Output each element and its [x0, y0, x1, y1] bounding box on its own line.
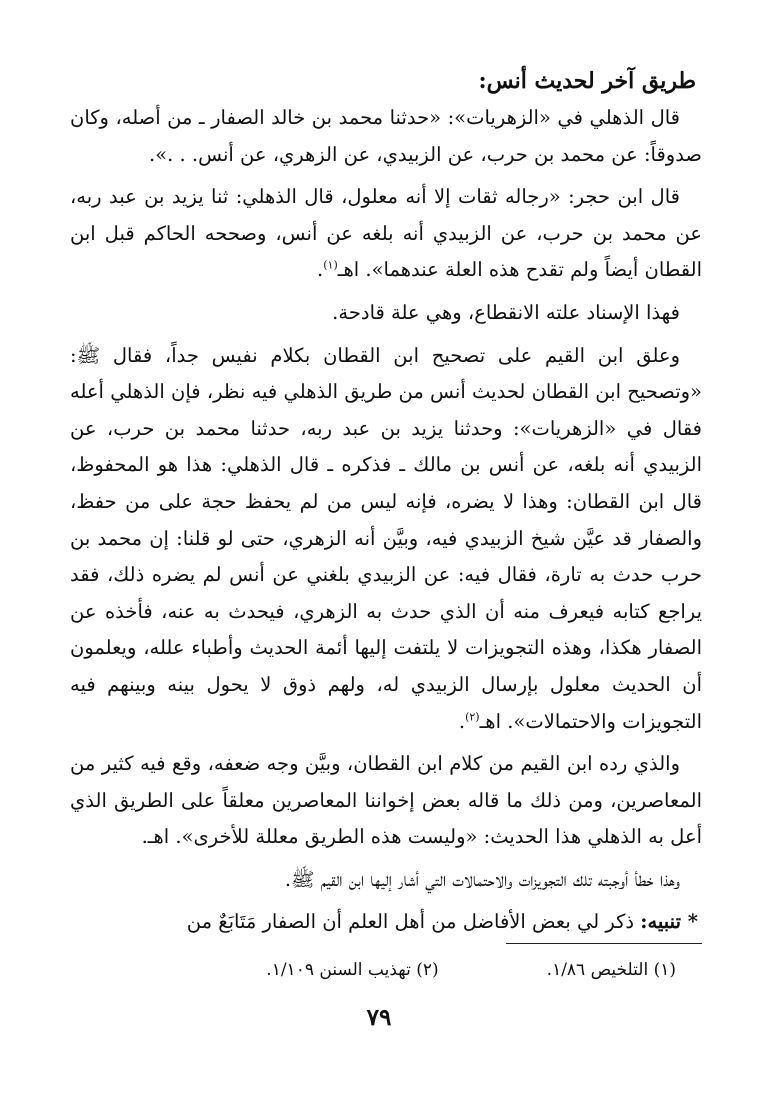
section-heading: طريق آخر لحديث أنس:	[478, 68, 696, 94]
paragraph-6: وهذا خطأ أوجبته تلك التجويزات والاحتمالات التي أشار إليها ابن القيم ﷺ.	[284, 867, 680, 891]
page-number: ٧٩	[366, 1004, 392, 1031]
notice-label: * تنبيه:	[640, 910, 698, 934]
paragraph-2-text: قال ابن حجر: «رجاله ثقات إلا أنه معلول، قال الذهلي: ثنا يزيد بن عبد ربه، عن محمد بن حرب، عن الزبيدي أنه بلغه عن أنس، وصححه الحاكم قبل ابن القطان أيضاً ولم تقدح هذه العلة عندهما». اهـ	[70, 185, 702, 282]
footnote-ref-2: (٢)	[465, 710, 480, 723]
notice-text: ذكر لي بعض الأفاضل من أهل العلم أن الصفار مَتَابَعٌ من	[186, 910, 635, 934]
paragraph-2: قال ابن حجر: «رجاله ثقات إلا أنه معلول، قال الذهلي: ثنا يزيد بن عبد ربه، عن محمد بن حرب، عن الزبيدي أنه بلغه عن أنس، وصححه الحاكم قبل ابن القطان أيضاً ولم تقدح هذه العلة عندهما». اهـ$^{(١)}$.	[70, 185, 702, 282]
paragraph-5: والذي رده ابن القيم من كلام ابن القطان، وبيَّن وجه ضعفه، وقع فيه كثير من المعاصرين، ومن ذلك ما قاله بعض إخواننا المعاصرين معلقاً على الطريق الذي أعل به الذهلي هذا الحديث: «وليست هذه الطريق معللة للأخرى». اهـ.	[70, 752, 702, 849]
paragraph-4-text: وعلق ابن القيم على تصحيح ابن القطان بكلام نفيس جداً، فقال ﷺ: «وتصحيح ابن القطان لحديث أنس من طريق الذهلي فيه نظر، فإن الذهلي أعله فقال في «الزهريات»: وحدثنا يزيد بن عبد ربه، حدثنا محمد بن حرب، عن الزبيدي أنه بلغه، عن أنس بن مالك ـ فذكره ـ قال الذهلي: هذا هو المحفوظ، قال ابن القطان: وهذا لا يضره، فإنه ليس من لم يحفظ حجة على من حفظ، والصفار قد عيَّن شيخ الزبيدي فيه، وبيَّن أنه الزهري، حتى لو قلنا: إن محمد بن حرب حدث به تارة، فقال فيه: عن الزبيدي بلغني عن أنس لم يضره ذلك، فقد يراجع كتابه فيعرف منه أن الذي حدث به الزهري، فيحدث به عنه، فأخذه عن الصفار هكذا، وهذه التجويزات لا يلتفت إليها أئمة الحديث وأطباء علله، ويعلمون أن الحديث معلول بإرسال الزبيدي له، ولهم ذوق لا يحول بينه وبينهم فيه التجويزات والاحتمالات». اهـ	[70, 343, 702, 733]
footnotes	[116, 956, 676, 984]
footnote-2: (٢) تهذيب السنن ١/١٠٩.	[266, 960, 439, 980]
footnote-divider	[506, 943, 702, 944]
paragraph-3: فهذا الإسناد علته الانقطاع، وهي علة قادحة.	[332, 300, 680, 324]
paragraph-1: قال الذهلي في «الزهريات»: «حدثنا محمد بن خالد الصفار ـ من أصله، وكان صدوقاً: عن محمد بن حرب، عن الزبيدي، عن الزهري، عن أنس. . .».	[70, 106, 702, 166]
footnote-ref-1: (١)	[323, 258, 338, 272]
page-body	[70, 62, 702, 941]
paragraph-4: وعلق ابن القيم على تصحيح ابن القطان بكلام نفيس جداً، فقال ﷺ: «وتصحيح ابن القطان لحديث أنس من طريق الذهلي فيه نظر، فإن الذهلي أعله فقال في «الزهريات»: وحدثنا يزيد بن عبد ربه، حدثنا محمد بن حرب، عن الزبيدي أنه بلغه، عن أنس بن مالك ـ فذكره ـ قال الذهلي: هذا هو المحفوظ، قال ابن القطان: وهذا لا يضره، فإنه ليس من لم يحفظ حجة على من حفظ، والصفار قد عيَّن شيخ الزبيدي فيه، وبيَّن أنه الزهري، حتى لو قلنا: إن محمد بن حرب حدث به تارة، فقال فيه: عن الزبيدي بلغني عن أنس لم يضره ذلك، فقد يراجع كتابه فيعرف منه أن الذي حدث به الزهري، فيحدث به عنه، فأخذه عن الصفار هكذا، وهذه التجويزات لا يلتفت إليها أئمة الحديث وأطباء علله، ويعلمون أن الحديث معلول بإرسال الزبيدي له، ولهم ذوق لا يحول بينه وبينهم فيه التجويزات والاحتمالات». اهـ$^{(٢)}$.	[70, 343, 702, 733]
notice-paragraph	[70, 904, 702, 941]
footnote-1: (١) التلخيص ١/٨٦.	[546, 960, 676, 980]
